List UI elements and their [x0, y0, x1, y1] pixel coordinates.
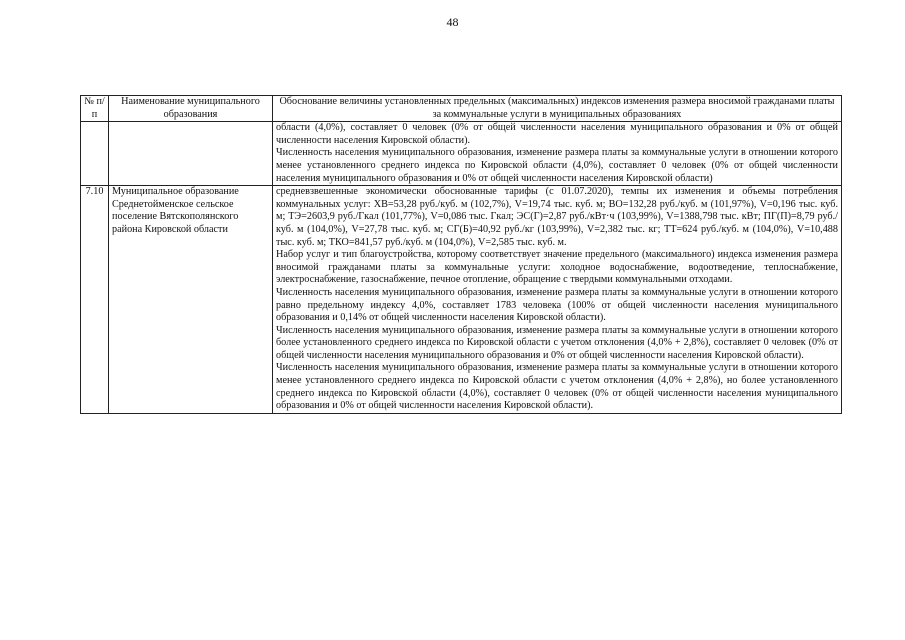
table-row	[81, 186, 842, 414]
paragraph: области (4,0%), составляет 0 человек (0% от общей численности населения муниципального образования и 0% от общей численности населения Кировской области).	[276, 122, 838, 146]
empty-number-cell	[81, 122, 109, 186]
tariff-table	[80, 95, 842, 414]
basis-cell	[273, 122, 842, 186]
paragraph: Набор услуг и тип благоустройства, которому соответствует значение предельного (максимального) индекса изменения размера вносимой гражданами платы за коммунальные услуги: холодное водоснабжение, водоотведение, теплоснабжение, электроснабжение, газоснабжение, печное отопление, обращение с твердыми коммунальными отходами.	[276, 249, 838, 286]
paragraph: Численность населения муниципального образования, изменение размера платы за коммунальные услуги в отношении которого менее установленного среднего индекса по Кировской области (4,0%), составляет 0 человек (0% от общей численности населения муниципального образования и 0% от общей численности населения Кировской области)	[276, 147, 838, 184]
basis-cell	[273, 186, 842, 414]
paragraph: Численность населения муниципального образования, изменение размера платы за коммунальные услуги в отношении которого равно предельному индексу 4,0%, составляет 1783 человека (100% от общей численности населения муниципального образования и 0,14% от общей численности населения Кировской области).	[276, 286, 838, 324]
table-row	[81, 122, 842, 186]
header-basis: Обоснование величины установленных предельных (максимальных) индексов изменения размера вносимой гражданами платы за коммунальные услуги в муниципальных образованиях	[273, 96, 842, 122]
table-header-row	[81, 96, 842, 122]
paragraph: средневзвешенные экономически обоснованные тарифы (с 01.07.2020), темпы их изменения и объемы потребления коммунальных услуг: ХВ=53,28 руб./куб. м (102,7%), V=19,74 тыс. куб. м; ВО=132,28 руб./куб. м (101,97%), V=0,196 тыс. куб. м; ТЭ=2603,9 руб./Гкал (101,77%), V=0,086 тыс. Гкал; ЭС(Г)=2,87 руб./кВт·ч (103,99%), V=1388,798 тыс. кВт; ПГ(П)=8,79 руб./куб. м (104,0%), V=27,78 тыс. куб. м; СГ(Б)=40,92 руб./кг (103,99%), V=2,382 тыс. кг; ТТ=624 руб./куб. м (104,0%), V=10,488 тыс. куб. м; ТКО=841,57 руб./куб. м (104,0%), V=2,585 тыс. куб. м.	[276, 186, 838, 248]
header-number: № п/п	[81, 96, 109, 122]
paragraph: Численность населения муниципального образования, изменение размера платы за коммунальные услуги в отношении которого менее установленного среднего индекса по Кировской области с учетом отклонения (4,0% + 2,8%), но более установленного среднего индекса по Кировской области (4,0%), составляет 0 человек (0% от общей численности населения муниципального образования и 0% от общей численности населения Кировской области).	[276, 362, 838, 412]
row-number: 7.10	[81, 186, 109, 414]
paragraph: Численность населения муниципального образования, изменение размера платы за коммунальные услуги в отношении которого более установленного среднего индекса по Кировской области с учетом отклонения (4,0% + 2,8%), составляет 0 человек (0% от общей численности населения муниципального образования и 0% от общей численности населения Кировской области).	[276, 324, 838, 361]
header-municipality: Наименование муниципального образования	[109, 96, 273, 122]
municipality-name: Муниципальное образование Среднетойменское сельское поселение Вятскополянского района Кировской области	[109, 186, 273, 414]
page-number: 48	[446, 15, 459, 29]
empty-name-cell	[109, 122, 273, 186]
